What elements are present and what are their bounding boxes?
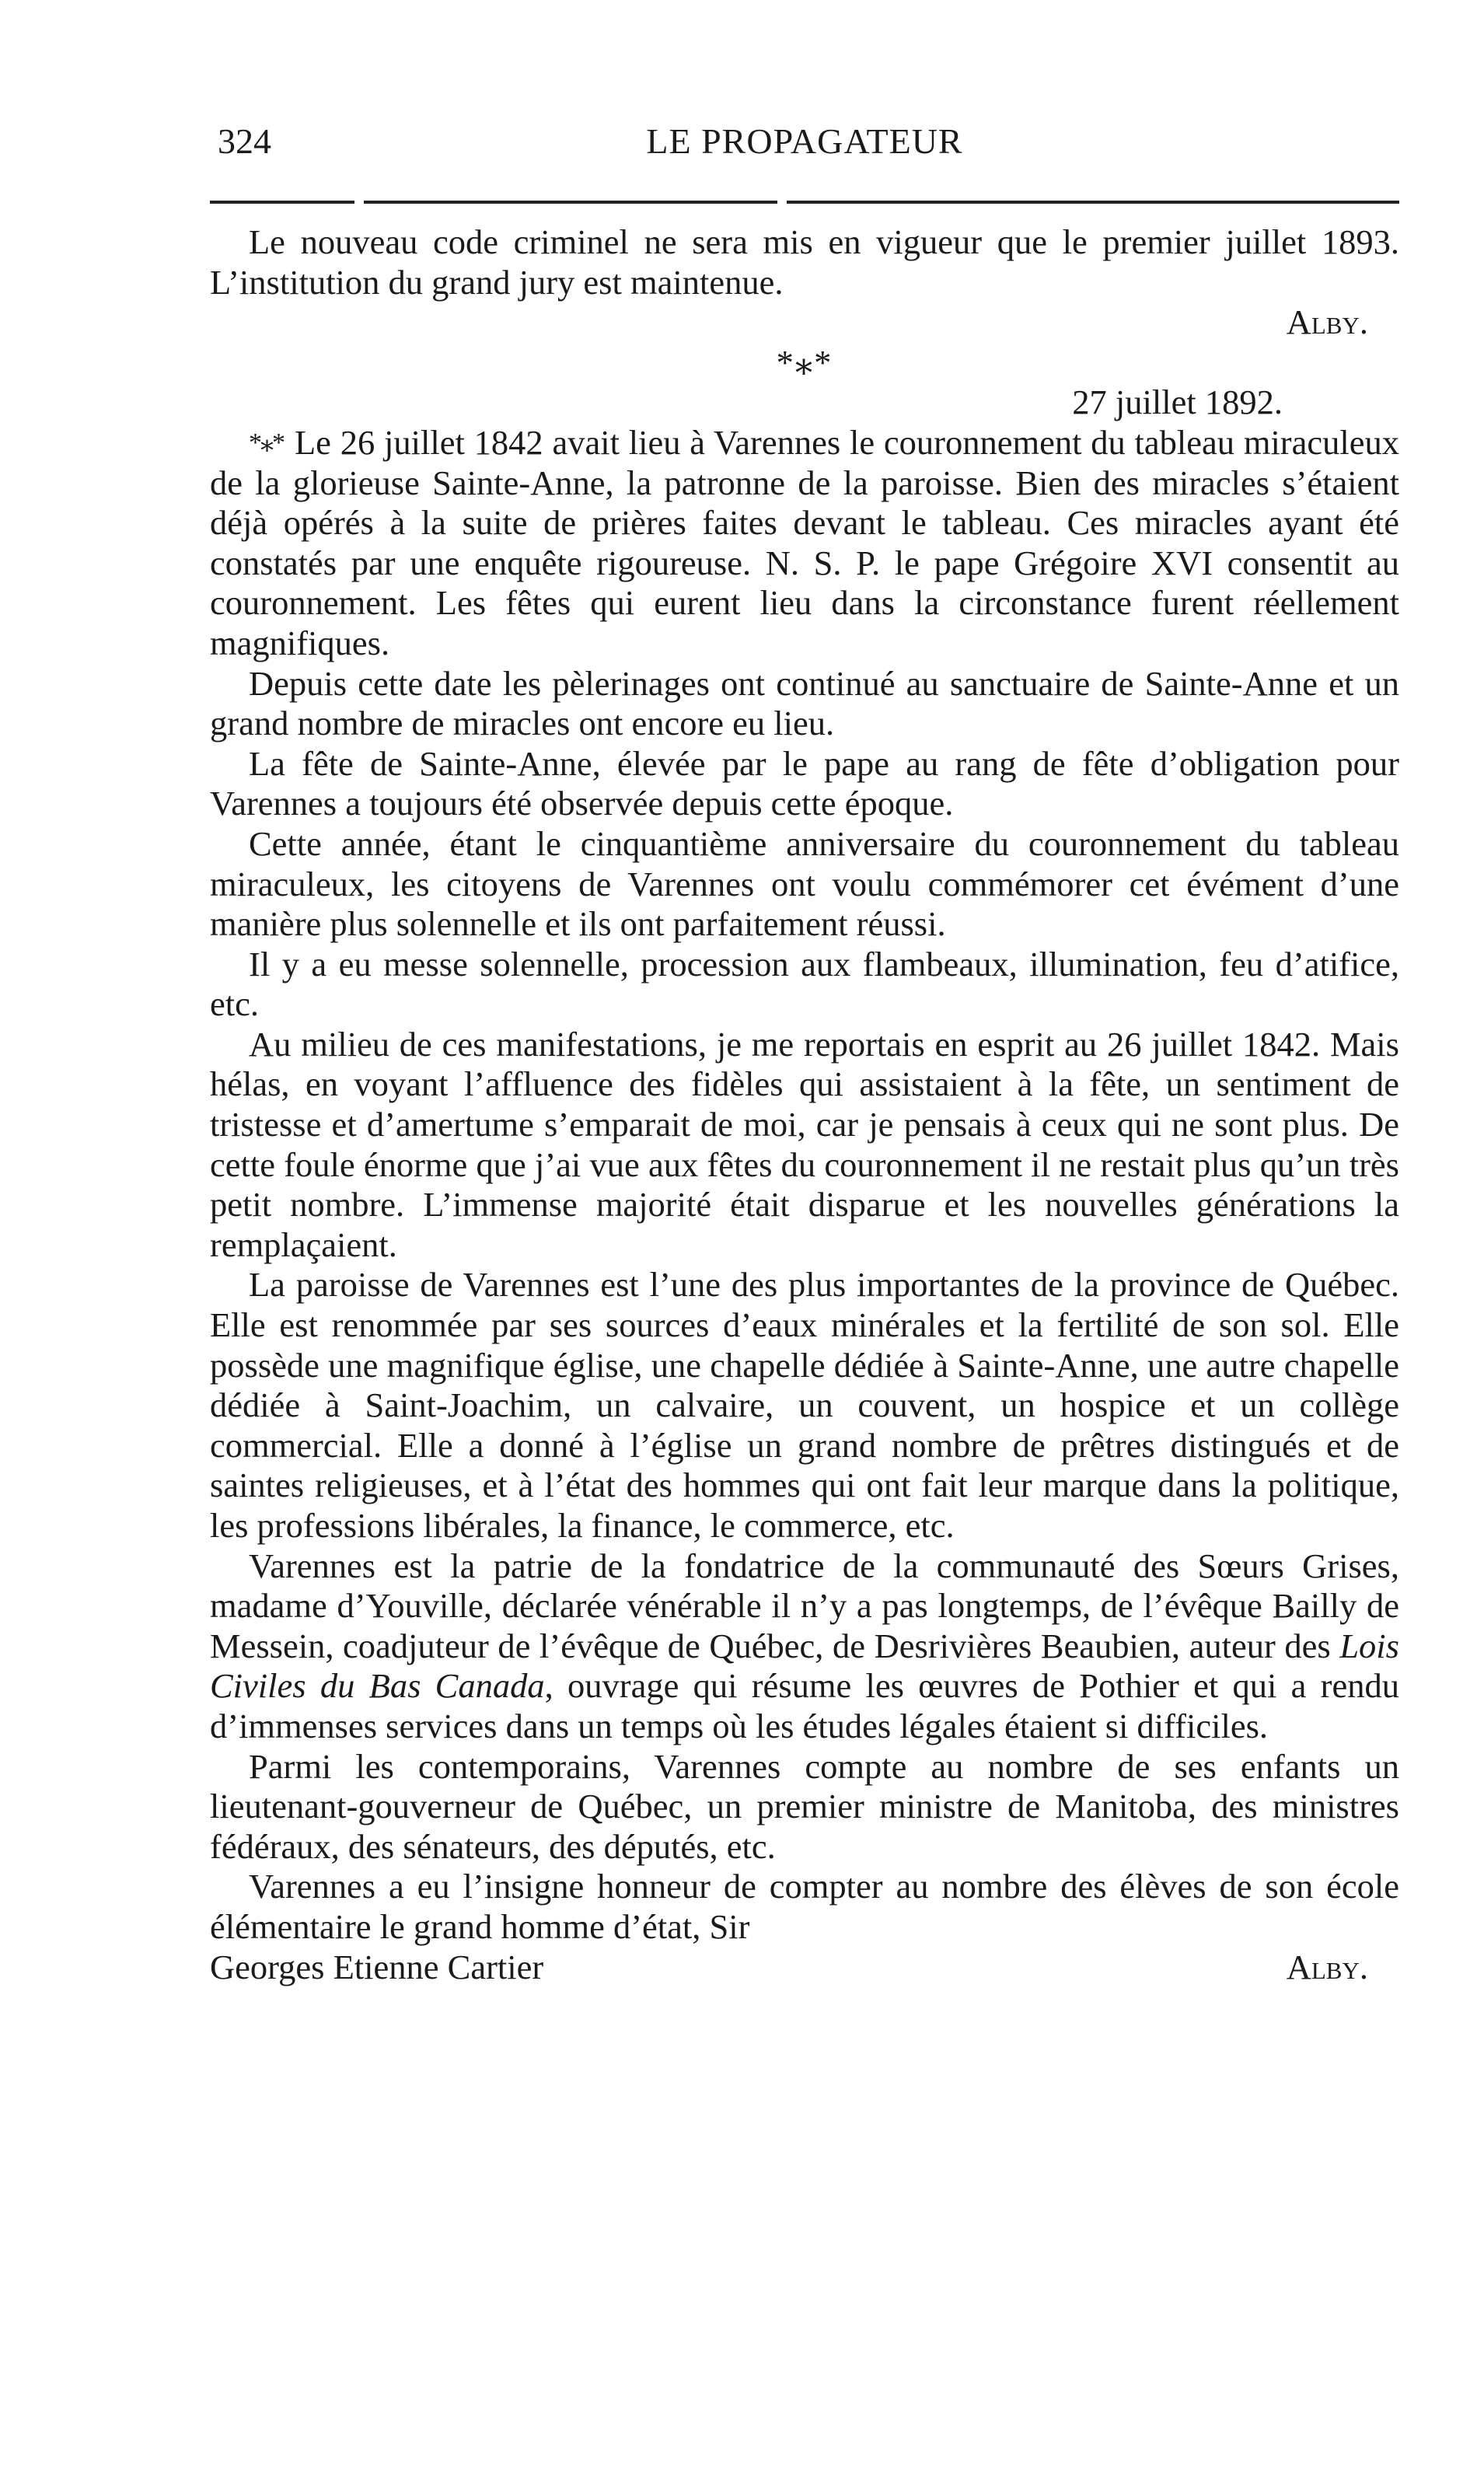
running-head: LE PROPAGATEUR (646, 121, 963, 161)
article2-date: 27 juillet 1892. (1072, 383, 1283, 422)
article2-final-line (210, 1948, 1399, 1988)
article2-paragraph-3: La fête de Sainte-Anne, élevée par le pape au rang de fête d’obligation pour Varennes a toujours été observée depuis cette époque. (210, 743, 1399, 823)
article2-paragraph-9: Parmi les contemporains, Varennes compte au nombre de ses enfants un lieutenant-gouverneur de Québec, un premier ministre de Manitoba, des ministres fédéraux, des sénateurs, des députés, etc. (210, 1746, 1399, 1866)
article2-paragraph-4: Cette année, étant le cinquantième anniversaire du couronnement du tableau miraculeux, les citoyens de Varennes ont voulu commémorer cet évément d’une manière plus solennelle et ils ont parfaitement réussi. (210, 823, 1399, 944)
article1-signature: Alby. (1286, 302, 1368, 342)
article2-paragraph-6: Au milieu de ces manifestations, je me reportais en esprit au 26 juillet 1842. Mais hélas, en voyant l’affluence des fidèles qui assistaient à la fête, un sentiment de tristesse et d’amertume s’emparait de moi, car je pensais à ceux qui ne sont plus. De cette foule énorme que j’ai vue aux fêtes du couronnement il ne restait plus qu’un très petit nombre. L’immense majorité était disparue et les nouvelles générations la remplaçaient. (210, 1024, 1399, 1264)
article2-paragraph-10: Varennes a eu l’insigne honneur de compter au nombre des élèves de son école élémentaire le grand homme d’état, Sir (210, 1867, 1399, 1946)
article2-paragraph-8-end: , ouvrage qui résume les œuvres de Pothier et qui a rendu d’immenses services dans un temps où les études légales étaient si difficiles. (210, 1666, 1399, 1745)
article2-paragraph-8-start: Varennes est la patrie de la fondatrice de la communauté des Sœurs Grises, madame d’Youville, déclarée vénérable il n’y a pas longtemps, de l’évêque Bailly de Messein, coadjuteur de l’évêque de Québec, de Desrivières Beaubien, auteur des (210, 1546, 1399, 1665)
book-page (210, 117, 1399, 1987)
article2-paragraph-5: Il y a eu messe solennelle, procession aux flambeaux, illumination, feu d’atifice, etc. (210, 944, 1399, 1024)
article2-paragraph-7: La paroisse de Varennes est l’une des plus importantes de la province de Québec. Elle est renommée par ses sources d’eaux minérales et la fertilité de son sol. Elle possède une magnifique église, une chapelle dédiée à Sainte-Anne, une autre chapelle dédiée à Saint-Joachim, un calvaire, un couvent, un hospice et un collège commercial. Elle a donné à l’église un grand nombre de prêtres distingués et de saintes religieuses, et à l’état des hommes qui ont fait leur marque dans la politique, les professions libérales, la finance, le commerce, etc. (210, 1265, 1399, 1545)
section-separator: *⁎* (776, 342, 833, 382)
article2-paragraph-8 (210, 1546, 1399, 1747)
page-body (210, 222, 1399, 1987)
article2-paragraph-2: Depuis cette date les pèlerinages ont continué au sanctuaire de Sainte-Anne et un grand nombre de miracles ont encore eu lieu. (210, 663, 1399, 743)
article1-paragraph: Le nouveau code criminel ne sera mis en vigueur que le premier juillet 1893. L’institution du grand jury est maintenue. (210, 222, 1399, 302)
article2-paragraph-1 (210, 423, 1399, 664)
page-header (210, 117, 1399, 166)
article2-signature: Alby. (1286, 1947, 1368, 1986)
book-title: Lois Civiles du Bas Canada (210, 1626, 1399, 1706)
article2-paragraph-1-text: Le 26 juillet 1842 avait lieu à Varennes le couronnement du tableau miraculeux de la glorieuse Sainte-Anne, la patronne de la paroisse. Bien des miracles s’étaient déjà opérés à la suite de prières faites devant le tableau. Ces miracles ayant été constatés par une enquête rigoureuse. N. S. P. le pape Grégoire XVI consentit au couronnement. Les fêtes qui eurent lieu dans la circonstance furent réellement magnifiques. (210, 422, 1399, 662)
article2-final-text: Georges Etienne Cartier (210, 1947, 544, 1986)
header-rule (210, 201, 1399, 204)
lead-asterism: *⁎* (249, 428, 284, 457)
page-number: 324 (218, 121, 271, 161)
